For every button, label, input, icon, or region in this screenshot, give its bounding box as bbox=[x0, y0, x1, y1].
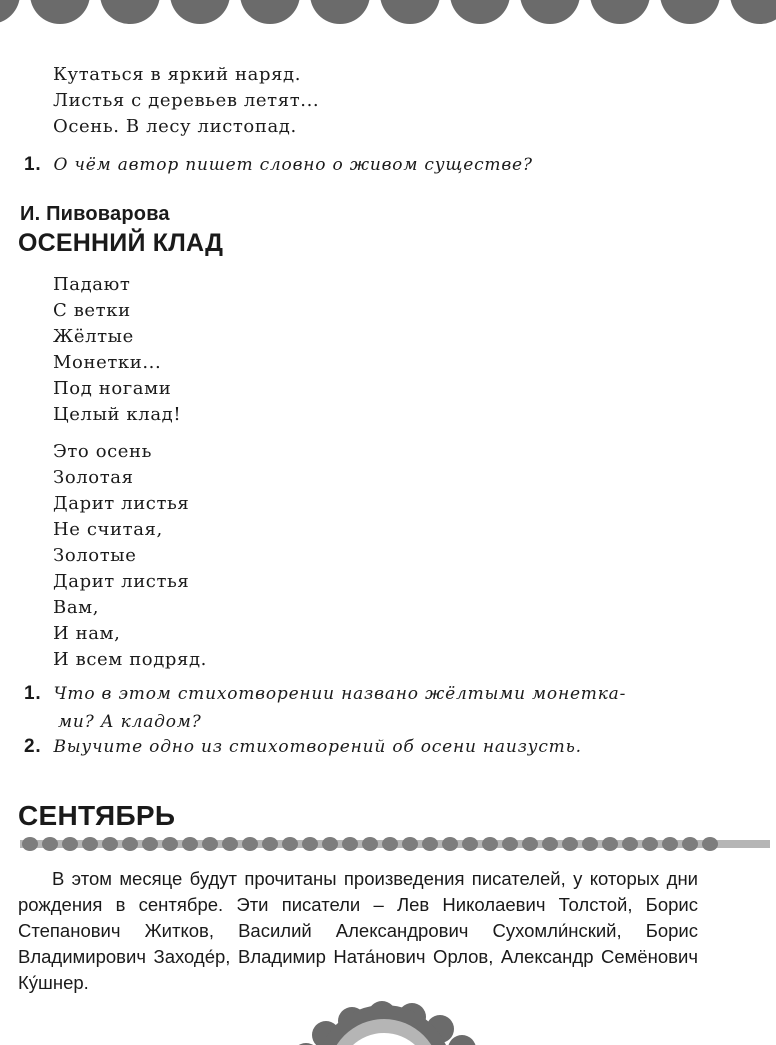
poem-line: Вам, bbox=[53, 597, 100, 618]
question-text: О чём автор пишет словно о живом существе? bbox=[53, 155, 533, 175]
ornamental-divider bbox=[20, 834, 770, 854]
section-title: СЕНТЯБРЬ bbox=[18, 800, 176, 831]
question-item bbox=[24, 680, 724, 736]
question-number: 2. bbox=[24, 736, 42, 757]
poem-line: Золотые bbox=[53, 545, 137, 566]
poem-line: И нам, bbox=[53, 623, 121, 644]
poem-line: Жёлтые bbox=[53, 326, 134, 347]
poem-line: Под ногами bbox=[53, 378, 172, 399]
question-text: Выучите одно из стихотворений об осени наизусть. bbox=[53, 737, 582, 757]
question-text-continued: ми? А кладом? bbox=[58, 712, 202, 732]
poem-stanza-2 bbox=[53, 439, 207, 673]
question-item bbox=[24, 733, 724, 761]
bottom-ornament bbox=[0, 995, 776, 1045]
poem-line: Осень. В лесу листопад. bbox=[53, 116, 297, 137]
poem-line: И всем подряд. bbox=[53, 649, 208, 670]
poem-line: Дарит листья bbox=[53, 571, 190, 592]
poem-stanza-1 bbox=[53, 272, 181, 428]
question-number: 1. bbox=[24, 154, 42, 175]
poem-line: Падают bbox=[53, 274, 131, 295]
question-number: 1. bbox=[24, 683, 42, 704]
poem-line: Листья с деревьев летят... bbox=[53, 90, 320, 111]
top-scalloped-border bbox=[0, 0, 776, 30]
poem-line: Это осень bbox=[53, 441, 153, 462]
september-intro-text: В этом месяце будут прочитаны произведения писателей, у которых дни рождения в сентябре. Эти писатели – Лев Николаевич Толстой, Борис Степанович Житков, Василий Александрович Сухомли́нский, Борис Владимирович Заходе́р, Владимир Ната́нович Орлов, Александр Семёнович Ку́шнер. bbox=[18, 868, 698, 993]
poem-line: Не считая, bbox=[53, 519, 163, 540]
poem-line: Кутаться в яркий наряд. bbox=[53, 64, 302, 85]
poem-fragment bbox=[53, 62, 319, 140]
poem-line: Монетки... bbox=[53, 352, 162, 373]
poem-author: И. Пивоварова bbox=[20, 203, 170, 225]
question-text: Что в этом стихотворении названо жёлтыми монетка- bbox=[53, 684, 627, 704]
poem-line: Целый клад! bbox=[53, 404, 182, 425]
poem-line: Золотая bbox=[53, 467, 134, 488]
poem-line: Дарит листья bbox=[53, 493, 190, 514]
question-item bbox=[24, 151, 724, 179]
poem-title: ОСЕННИЙ КЛАД bbox=[18, 229, 224, 257]
poem-line: С ветки bbox=[53, 300, 131, 321]
